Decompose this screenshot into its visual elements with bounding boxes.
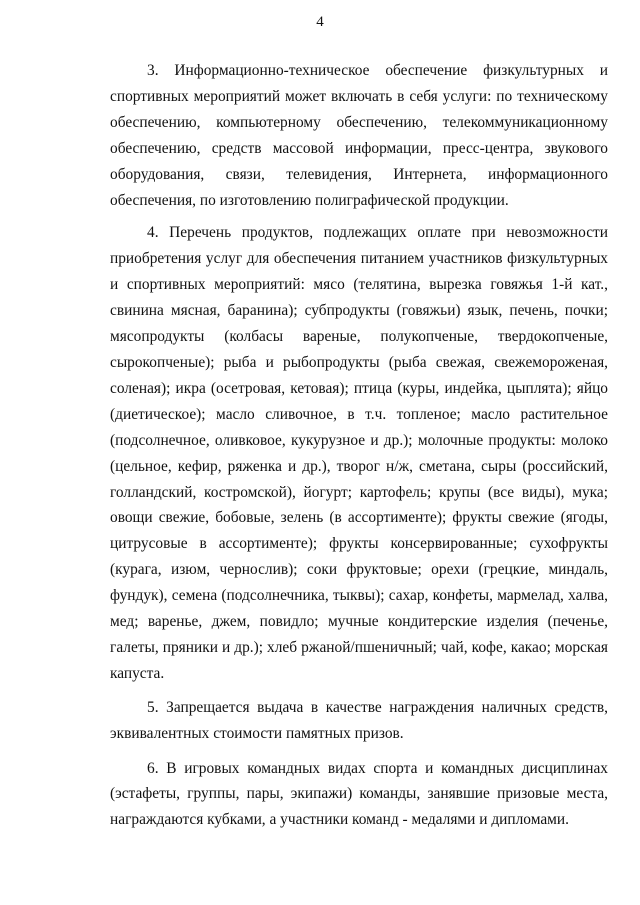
paragraph-item-3: 3. Информационно-техническое обеспечение физкультурных и спортивных мероприятий может включать в себя услуги: по техническому обеспечению, компьютерному обеспечению, телекоммуникационному обеспечению, средств массовой информации, пресс-центра, звукового оборудования, связи, телевидения, Интернета, информационного обеспечения, по изготовлению полиграфической продукции. bbox=[110, 62, 608, 209]
paragraph-item-5: 5. Запрещается выдача в качестве награждения наличных средств, эквивалентных стоимости памятных призов. bbox=[110, 698, 608, 742]
paragraph-item-6: 6. В игровых командных видах спорта и командных дисциплинах (эстафеты, группы, пары, экипажи) команды, занявшие призовые места, награждаются кубками, а участники команд - медалями и дипломами. bbox=[110, 759, 608, 829]
document-body bbox=[110, 58, 608, 842]
page-number: 4 bbox=[316, 14, 324, 30]
paragraph-item-4: 4. Перечень продуктов, подлежащих оплате при невозможности приобретения услуг для обеспечения питанием участников физкультурных и спортивных мероприятий: мясо (телятина, вырезка говяжья 1-й кат., свинина мясная, баранина); субпродукты (говяжьи) язык, печень, почки; мясопродукты (колбасы вареные, полукопченые, твердокопченые, сырокопченые); рыба и рыбопродукты (рыба свежая, свежемороженая, соленая); икра (осетровая, кетовая); птица (куры, индейка, цыплята); яйцо (диетическое); масло сливочное, в т.ч. топленое; масло растительное (подсолнечное, оливковое, кукурузное и др.); молочные продукты: молоко (цельное, кефир, ряженка и др.), творог н/ж, сметана, сыры (российский, голландский, костромской), йогурт; картофель; крупы (все виды), мука; овощи свежие, бобовые, зелень (в ассортименте); фрукты свежие (ягоды, цитрусовые в ассортименте); фрукты консервированные; сухофрукты (курага, изюм, чернослив); соки фруктовые; орехи (грецкие, миндаль, фундук), семена (подсолнечника, тыквы); сахар, конфеты, мармелад, халва, мед; варенье, джем, повидло; мучные кондитерские изделия (печенье, галеты, пряники и др.); хлеб ржаной/пшеничный; чай, кофе, какао; морская капуста. bbox=[110, 224, 608, 682]
